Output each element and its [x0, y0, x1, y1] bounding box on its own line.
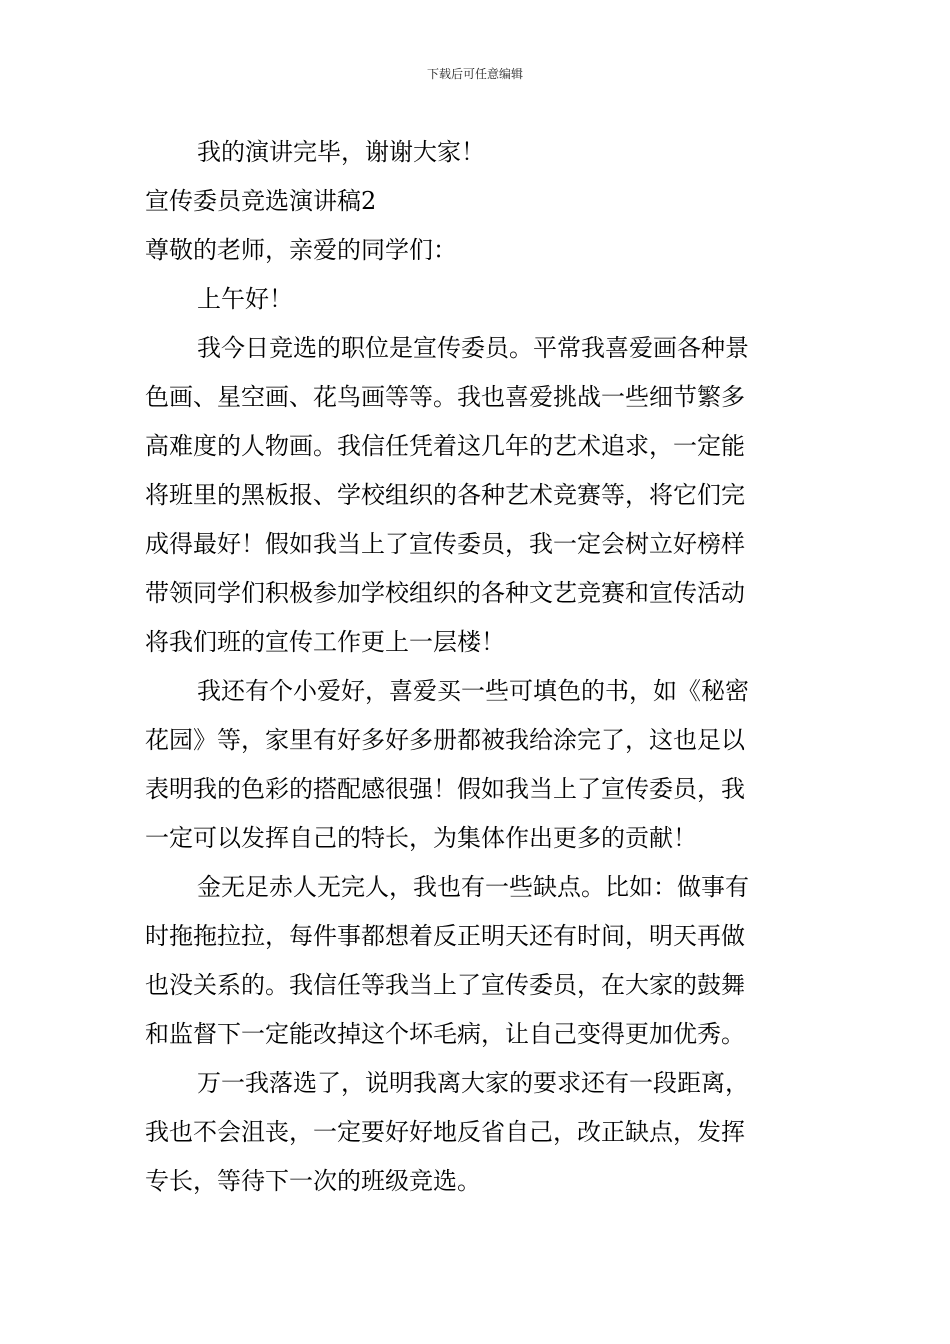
document-title: 宣传委员竞选演讲稿2	[145, 187, 377, 215]
paragraph-line: 一定可以发挥自己的特长，为集体作出更多的贡献！	[145, 824, 697, 852]
paragraph-line: 带领同学们积极参加学校组织的各种文艺竞赛和宣传活动	[145, 579, 745, 607]
paragraph-line: 花园》等，家里有好多好多册都被我给涂完了，这也足以	[145, 726, 745, 754]
greeting: 上午好！	[197, 285, 293, 313]
paragraph-line: 我今日竞选的职位是宣传委员。平常我喜爱画各种景	[197, 334, 749, 362]
paragraph-line: 我还有个小爱好，喜爱买一些可填色的书，如《秘密	[197, 677, 749, 705]
page-header: 下载后可任意编辑	[426, 67, 523, 81]
paragraph-line: 成得最好！假如我当上了宣传委员，我一定会树立好榜样	[145, 530, 745, 558]
paragraph-line: 我也不会沮丧，一定要好好地反省自己，改正缺点，发挥	[145, 1118, 745, 1146]
paragraph-line: 高难度的人物画。我信任凭着这几年的艺术追求，一定能	[145, 432, 745, 460]
paragraph	[145, 667, 807, 863]
paragraph	[145, 863, 807, 1059]
closing-line: 我的演讲完毕，谢谢大家！	[197, 138, 485, 166]
paragraph-line: 色画、星空画、花鸟画等等。我也喜爱挑战一些细节繁多	[145, 383, 745, 411]
paragraph-line: 将我们班的宣传工作更上一层楼！	[145, 628, 505, 656]
paragraph-line: 将班里的黑板报、学校组织的各种艺术竞赛等，将它们完	[145, 481, 745, 509]
paragraph-line: 也没关系的。我信任等我当上了宣传委员，在大家的鼓舞	[145, 971, 745, 999]
paragraph	[145, 1059, 807, 1206]
paragraph-line: 专长，等待下一次的班级竞选。	[145, 1167, 481, 1195]
paragraph-line: 时拖拖拉拉，每件事都想着反正明天还有时间，明天再做	[145, 922, 745, 950]
document-body	[145, 128, 807, 1206]
paragraph-line: 金无足赤人无完人，我也有一些缺点。比如：做事有	[197, 873, 749, 901]
paragraph-line: 表明我的色彩的搭配感很强！假如我当上了宣传委员，我	[145, 775, 745, 803]
salutation: 尊敬的老师，亲爱的同学们：	[145, 236, 457, 264]
paragraph-line: 和监督下一定能改掉这个坏毛病，让自己变得更加优秀。	[145, 1020, 745, 1048]
paragraph	[145, 324, 807, 667]
paragraph-line: 万一我落选了，说明我离大家的要求还有一段距离，	[197, 1069, 749, 1097]
